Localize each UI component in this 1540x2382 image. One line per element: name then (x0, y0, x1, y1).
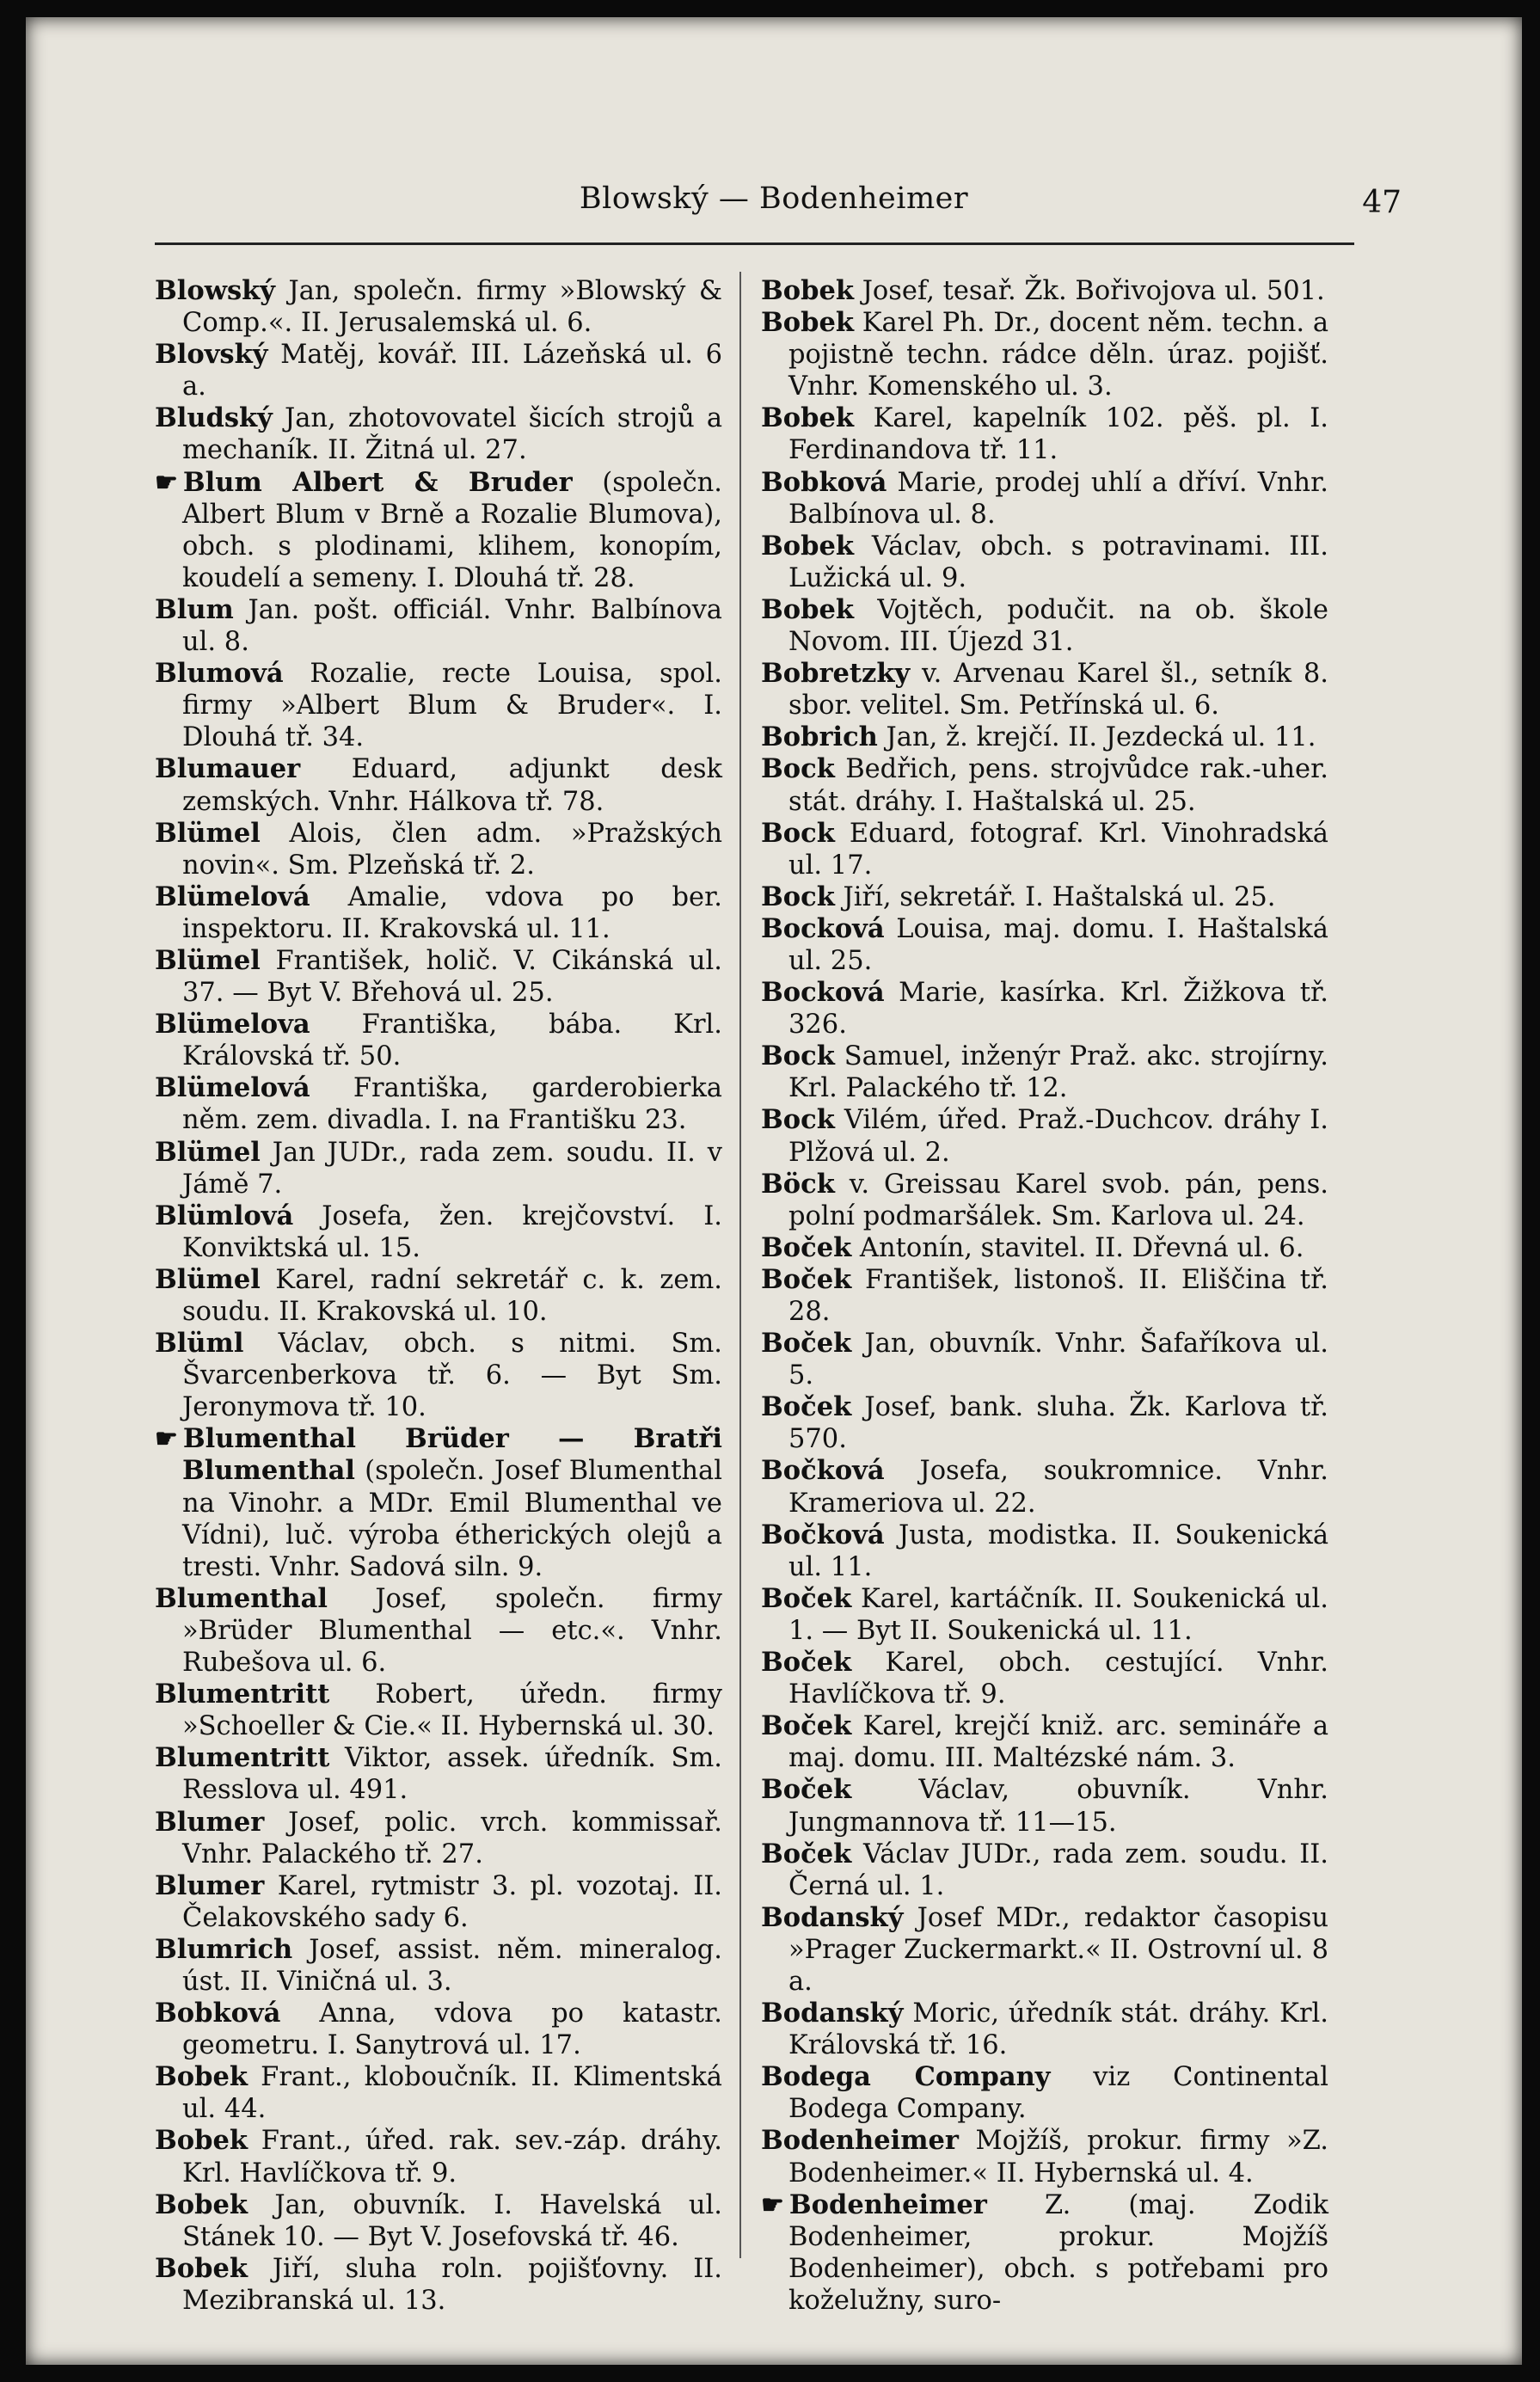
entry-name: Bodanský (761, 1998, 904, 2029)
entry-details: Jan. pošt. officiál. Vnhr. Balbínova ul. 8. (182, 594, 722, 658)
entry-details: Alois, člen adm. »Pražských novin«. Sm. Plzeňská tř. 2. (182, 818, 722, 881)
directory-entry (761, 1041, 1328, 1104)
directory-entry (761, 977, 1328, 1041)
entry-details: Viktor, assek. úředník. Sm. Resslova ul. 491. (182, 1743, 722, 1806)
entry-name: Bočková (761, 1455, 885, 1487)
directory-entry (155, 1200, 722, 1264)
entry-details: Vilém, úřed. Praž.-Duchcov. dráhy I. Plžová ul. 2. (788, 1105, 1328, 1168)
directory-entry (155, 1807, 722, 1870)
entry-details: Karel, rytmistr 3. pl. vozotaj. II. Čelakovského sady 6. (182, 1870, 722, 1933)
entry-name: Blumenthal Brüder — Bratři Blumenthal (182, 1423, 722, 1487)
entry-details: Moric, úředník stát. dráhy. Krl. Královská tř. 16. (788, 1998, 1328, 2061)
entry-details: Antonín, stavitel. II. Dřevná ul. 6. (851, 1232, 1304, 1263)
directory-entry (155, 2189, 722, 2253)
directory-page (26, 17, 1522, 2365)
page-number: 47 (1362, 185, 1402, 220)
right-column (761, 275, 1328, 2317)
entry-name: Blumentritt (155, 1742, 330, 1774)
header-rule (155, 242, 1354, 245)
directory-entry (155, 1137, 722, 1200)
entry-name: Bodenheimer (788, 2189, 987, 2220)
entry-details: Frant., kloboučník. II. Klimentská ul. 44. (182, 2062, 722, 2125)
directory-entry (761, 402, 1328, 466)
entry-name: Blumauer (155, 753, 301, 785)
entry-details: Václav JUDr., rada zem. soudu. II. Černá ul. 1. (788, 1839, 1328, 1901)
directory-entry (761, 531, 1328, 594)
entry-name: Bock (761, 881, 835, 912)
directory-entry (155, 2061, 722, 2125)
directory-entry (761, 2125, 1328, 2189)
entry-name: Bodega Company (761, 2061, 1051, 2093)
entry-details: Frant., úřed. rak. sev.-záp. dráhy. Krl. Havlíčkova tř. 9. (182, 2126, 722, 2189)
entry-details: Václav, obuvník. Vnhr. Jungmannova tř. 11—15. (788, 1775, 1328, 1838)
entry-details: František, listonoš. II. Eliščina tř. 28. (788, 1264, 1328, 1327)
directory-entry (155, 1072, 722, 1136)
directory-entry (761, 881, 1328, 913)
directory-entry (761, 1710, 1328, 1774)
entry-name: Blumer (155, 1869, 265, 1901)
entry-details: Louisa, maj. domu. I. Haštalská ul. 25. (788, 913, 1328, 976)
entry-details: Justa, modistka. II. Soukenická ul. 11. (788, 1519, 1328, 1582)
directory-entry (155, 1328, 722, 1423)
entry-details: Jan JUDr., rada zem. soudu. II. v Jámě 7. (182, 1137, 722, 1200)
entry-details: (společn. Josef Blumenthal na Vinohr. a MDr. Emil Blumenthal ve Vídni), luč. výroba étherických olejů a tresti. Vnhr. Sadová siln. 9. (182, 1456, 722, 1582)
directory-entry (761, 275, 1328, 307)
entry-details: Marie, kasírka. Krl. Žižkova tř. 326. (788, 978, 1328, 1041)
entry-details: Josefa, žen. krejčovství. I. Konviktská ul. 15. (182, 1200, 722, 1263)
directory-entry (761, 1519, 1328, 1583)
entry-details: Karel, krejčí kniž. arc. semináře a maj. domu. III. Maltézské nám. 3. (788, 1711, 1328, 1774)
entry-name: Blümel (155, 944, 261, 976)
entry-name: Blümelová (155, 1072, 310, 1104)
entry-name: Bobrich (761, 721, 878, 753)
entry-name: Bobek (761, 530, 854, 562)
entry-name: Bobková (155, 1998, 281, 2029)
entry-name: Bobková (761, 466, 887, 498)
entry-name: Blumová (155, 658, 284, 690)
directory-entry (761, 1583, 1328, 1647)
entry-name: Blüml (155, 1328, 244, 1360)
directory-entry (155, 594, 722, 658)
running-title: Blowský — Bodenheimer (579, 181, 969, 216)
entry-details: v. Arvenau Karel šl., setník 8. sbor. velitel. Sm. Petřínská ul. 6. (788, 659, 1328, 721)
entry-name: Blümel (155, 1136, 261, 1168)
directory-entry (155, 1009, 722, 1072)
entry-details: (společn. Albert Blum v Brně a Rozalie Blumova), obch. s plodinami, klihem, konopím, koudelí a semeny. I. Dlouhá tř. 28. (182, 467, 722, 593)
entry-name: Blumer (155, 1806, 265, 1838)
entry-name: Bočková (761, 1519, 885, 1550)
entry-name: Blümel (155, 1263, 261, 1295)
directory-entry (155, 1264, 722, 1328)
entry-details: Josef MDr., redaktor časopisu »Prager Zuckermarkt.« II. Ostrovní ul. 8 a. (788, 1902, 1328, 1997)
directory-entry (155, 2125, 722, 2189)
entry-details: Karel, kartáčník. II. Soukenická ul. 1. — Byt II. Soukenická ul. 11. (788, 1583, 1328, 1646)
entry-name: Bobretzky (761, 658, 911, 690)
pointing-hand-icon: ☛ (761, 2189, 784, 2220)
entry-name: Bocková (761, 912, 885, 944)
left-column (155, 275, 722, 2317)
entry-name: Blum Albert & Bruder (182, 466, 573, 498)
directory-entry (761, 594, 1328, 658)
entry-details: v. Greissau Karel svob. pán, pens. polní podmaršálek. Sm. Karlova ul. 24. (788, 1169, 1328, 1231)
entry-name: Boček (761, 1647, 852, 1679)
directory-entry (761, 1455, 1328, 1519)
entry-details: Václav, obch. s nitmi. Sm. Švarcenberkova tř. 6. — Byt Sm. Jeronymova tř. 10. (182, 1329, 722, 1423)
entry-details: Jan, zhotovovatel šicích strojů a mechaník. II. Žitná ul. 27. (182, 403, 722, 466)
directory-entry (155, 1870, 722, 1934)
entry-name: Boček (761, 1774, 852, 1806)
entry-details: Josef, tesař. Žk. Bořivojova ul. 501. (854, 276, 1325, 306)
entry-name: Bocková (761, 977, 885, 1009)
entry-name: Bobek (761, 275, 854, 306)
entry-details: Jiří, sluha roln. pojišťovny. II. Mezibranská ul. 13. (182, 2253, 722, 2316)
entry-name: Bock (761, 1104, 835, 1136)
directory-entry (155, 881, 722, 945)
entry-name: Boček (761, 1582, 852, 1614)
directory-entry (155, 339, 722, 402)
entry-details: Matěj, kovář. III. Lázeňská ul. 6 a. (182, 340, 722, 402)
entry-name: Böck (761, 1168, 835, 1200)
entry-name: Blumentritt (155, 1679, 330, 1710)
entry-name: Boček (761, 1231, 852, 1263)
directory-entry (761, 2061, 1328, 2125)
entry-details: Josef, společn. firmy »Brüder Blumenthal — etc.«. Vnhr. Rubešova ul. 6. (182, 1583, 722, 1679)
directory-entry (155, 275, 722, 339)
directory-entry (155, 1679, 722, 1742)
directory-entry (155, 1423, 722, 1582)
entry-name: Boček (761, 1263, 852, 1295)
entry-name: Bodanský (761, 1901, 904, 1933)
directory-entry (761, 2189, 1328, 2317)
entry-details: Eduard, adjunkt desk zemských. Vnhr. Hálkova tř. 78. (182, 754, 722, 817)
entry-name: Boček (761, 1838, 852, 1869)
entry-details: Karel, radní sekretář c. k. zem. soudu. II. Krakovská ul. 10. (182, 1264, 722, 1327)
directory-entry (761, 1774, 1328, 1838)
entry-name: Bock (761, 753, 835, 785)
directory-entry (761, 658, 1328, 721)
entry-details: Eduard, fotograf. Krl. Vinohradská ul. 17. (788, 818, 1328, 881)
directory-entry (761, 1169, 1328, 1232)
directory-entry (761, 467, 1328, 531)
entry-name: Boček (761, 1328, 852, 1360)
entry-details: Jan, ž. krejčí. II. Jezdecká ul. 11. (877, 722, 1316, 753)
directory-entry (761, 1391, 1328, 1455)
entry-details: Marie, prodej uhlí a dříví. Vnhr. Balbínova ul. 8. (788, 467, 1328, 530)
entry-name: Bobek (155, 2061, 248, 2093)
entry-name: Bobek (761, 402, 854, 434)
entry-name: Blümelová (155, 881, 310, 912)
entry-name: Bobek (155, 2189, 248, 2220)
entry-name: Blümlová (155, 1200, 294, 1231)
entry-name: Blowský (155, 275, 275, 306)
directory-entry (761, 913, 1328, 977)
entry-details: Josef, polic. vrch. kommissař. Vnhr. Palackého tř. 27. (182, 1807, 722, 1869)
directory-entry (761, 1839, 1328, 1902)
directory-entry (761, 1104, 1328, 1168)
directory-entry (761, 753, 1328, 817)
entry-details: Z. (maj. Zodik Bodenheimer, prokur. Mojžíš Bodenheimer), obch. s potřebami pro koželužny, suro- (788, 2189, 1328, 2316)
entry-details: Josefa, soukromnice. Vnhr. Krameriova ul. 22. (788, 1456, 1328, 1519)
directory-entry (761, 1647, 1328, 1710)
entry-details: Jiří, sekretář. I. Haštalská ul. 25. (834, 881, 1276, 912)
entry-details: Anna, vdova po katastr. geometru. I. Sanytrová ul. 17. (182, 1998, 722, 2061)
directory-entry (155, 402, 722, 466)
entry-details: Vojtěch, podučit. na ob. škole Novom. III. Újezd 31. (788, 594, 1328, 658)
directory-entry (155, 467, 722, 594)
entry-details: Josef, bank. sluha. Žk. Karlova tř. 570. (788, 1392, 1328, 1455)
entry-name: Blumrich (155, 1933, 293, 1965)
entry-name: Blümel (155, 817, 261, 849)
entry-name: Bobek (155, 2125, 248, 2157)
directory-entry (761, 1232, 1328, 1264)
directory-entry (761, 1264, 1328, 1328)
entry-details: Karel, obch. cestující. Vnhr. Havlíčkova tř. 9. (788, 1648, 1328, 1710)
entry-details: viz Continental Bodega Company. (788, 2062, 1328, 2125)
entry-name: Blovský (155, 339, 268, 371)
directory-entry (155, 658, 722, 753)
directory-entry (155, 1998, 722, 2061)
pointing-hand-icon: ☛ (155, 1424, 178, 1455)
directory-entry (155, 753, 722, 817)
entry-name: Bludský (155, 402, 273, 434)
entry-name: Blümelova (155, 1009, 310, 1041)
entry-details: Samuel, inženýr Praž. akc. strojírny. Krl. Palackého tř. 12. (788, 1041, 1328, 1104)
entry-details: Mojžíš, prokur. firmy »Z. Bodenheimer.« II. Hybernská ul. 4. (788, 2126, 1328, 2189)
entry-details: Jan, obuvník. I. Havelská ul. Stánek 10. — Byt V. Josefovská tř. 46. (182, 2189, 722, 2252)
entry-details: Františka, bába. Krl. Královská tř. 50. (182, 1010, 722, 1072)
entry-details: Rozalie, recte Louisa, spol. firmy »Albert Blum & Bruder«. I. Dlouhá tř. 34. (182, 659, 722, 753)
entry-name: Boček (761, 1710, 852, 1742)
entry-details: Václav, obch. s potravinami. III. Lužická ul. 9. (788, 531, 1328, 593)
entry-details: Bedřich, pens. strojvůdce rak.-uher. stát. dráhy. I. Haštalská ul. 25. (788, 754, 1328, 817)
directory-entry (155, 1934, 722, 1998)
directory-entry (155, 1742, 722, 1806)
entry-details: Jan, společn. firmy »Blowský & Comp.«. II. Jerusalemská ul. 6. (182, 276, 722, 339)
directory-entry (761, 1998, 1328, 2061)
entry-name: Bodenheimer (761, 2125, 959, 2157)
directory-entry (761, 721, 1328, 753)
directory-entry (155, 818, 722, 881)
pointing-hand-icon: ☛ (155, 467, 178, 498)
directory-entry (761, 1902, 1328, 1998)
page-header (26, 176, 1522, 228)
entry-name: Bobek (155, 2252, 248, 2284)
entry-name: Bock (761, 817, 835, 849)
entry-details: Amalie, vdova po ber. inspektoru. II. Krakovská ul. 11. (182, 881, 722, 944)
directory-entry (761, 307, 1328, 402)
entry-details: Jan, obuvník. Vnhr. Šafaříkova ul. 5. (788, 1329, 1328, 1391)
entry-name: Bobek (761, 593, 854, 625)
entry-details: Karel, kapelník 102. pěš. pl. I. Ferdinandova tř. 11. (788, 403, 1328, 466)
directory-entry (761, 818, 1328, 881)
entry-details: František, holič. V. Cikánská ul. 37. — Byt V. Břehová ul. 25. (182, 945, 722, 1009)
entry-details: Karel Ph. Dr., docent něm. techn. a pojistně techn. rádce děln. úraz. pojišť. Vnhr. Komenského ul. 3. (788, 308, 1328, 402)
entry-name: Bock (761, 1041, 835, 1072)
entry-details: Robert, úředn. firmy »Schoeller & Cie.« II. Hybernská ul. 30. (182, 1679, 722, 1742)
entry-name: Blumenthal (155, 1582, 328, 1614)
entry-name: Blum (155, 593, 234, 625)
entry-details: Františka, garderobierka něm. zem. divadla. I. na Františku 23. (182, 1073, 722, 1136)
entry-details: Josef, assist. něm. mineralog. úst. II. Viničná ul. 3. (182, 1934, 722, 1997)
column-divider (739, 272, 741, 2258)
directory-entry (155, 1583, 722, 1679)
entry-name: Boček (761, 1391, 852, 1423)
entry-name: Bobek (761, 307, 854, 339)
directory-entry (155, 945, 722, 1009)
directory-entry (155, 2253, 722, 2317)
directory-entry (761, 1328, 1328, 1391)
